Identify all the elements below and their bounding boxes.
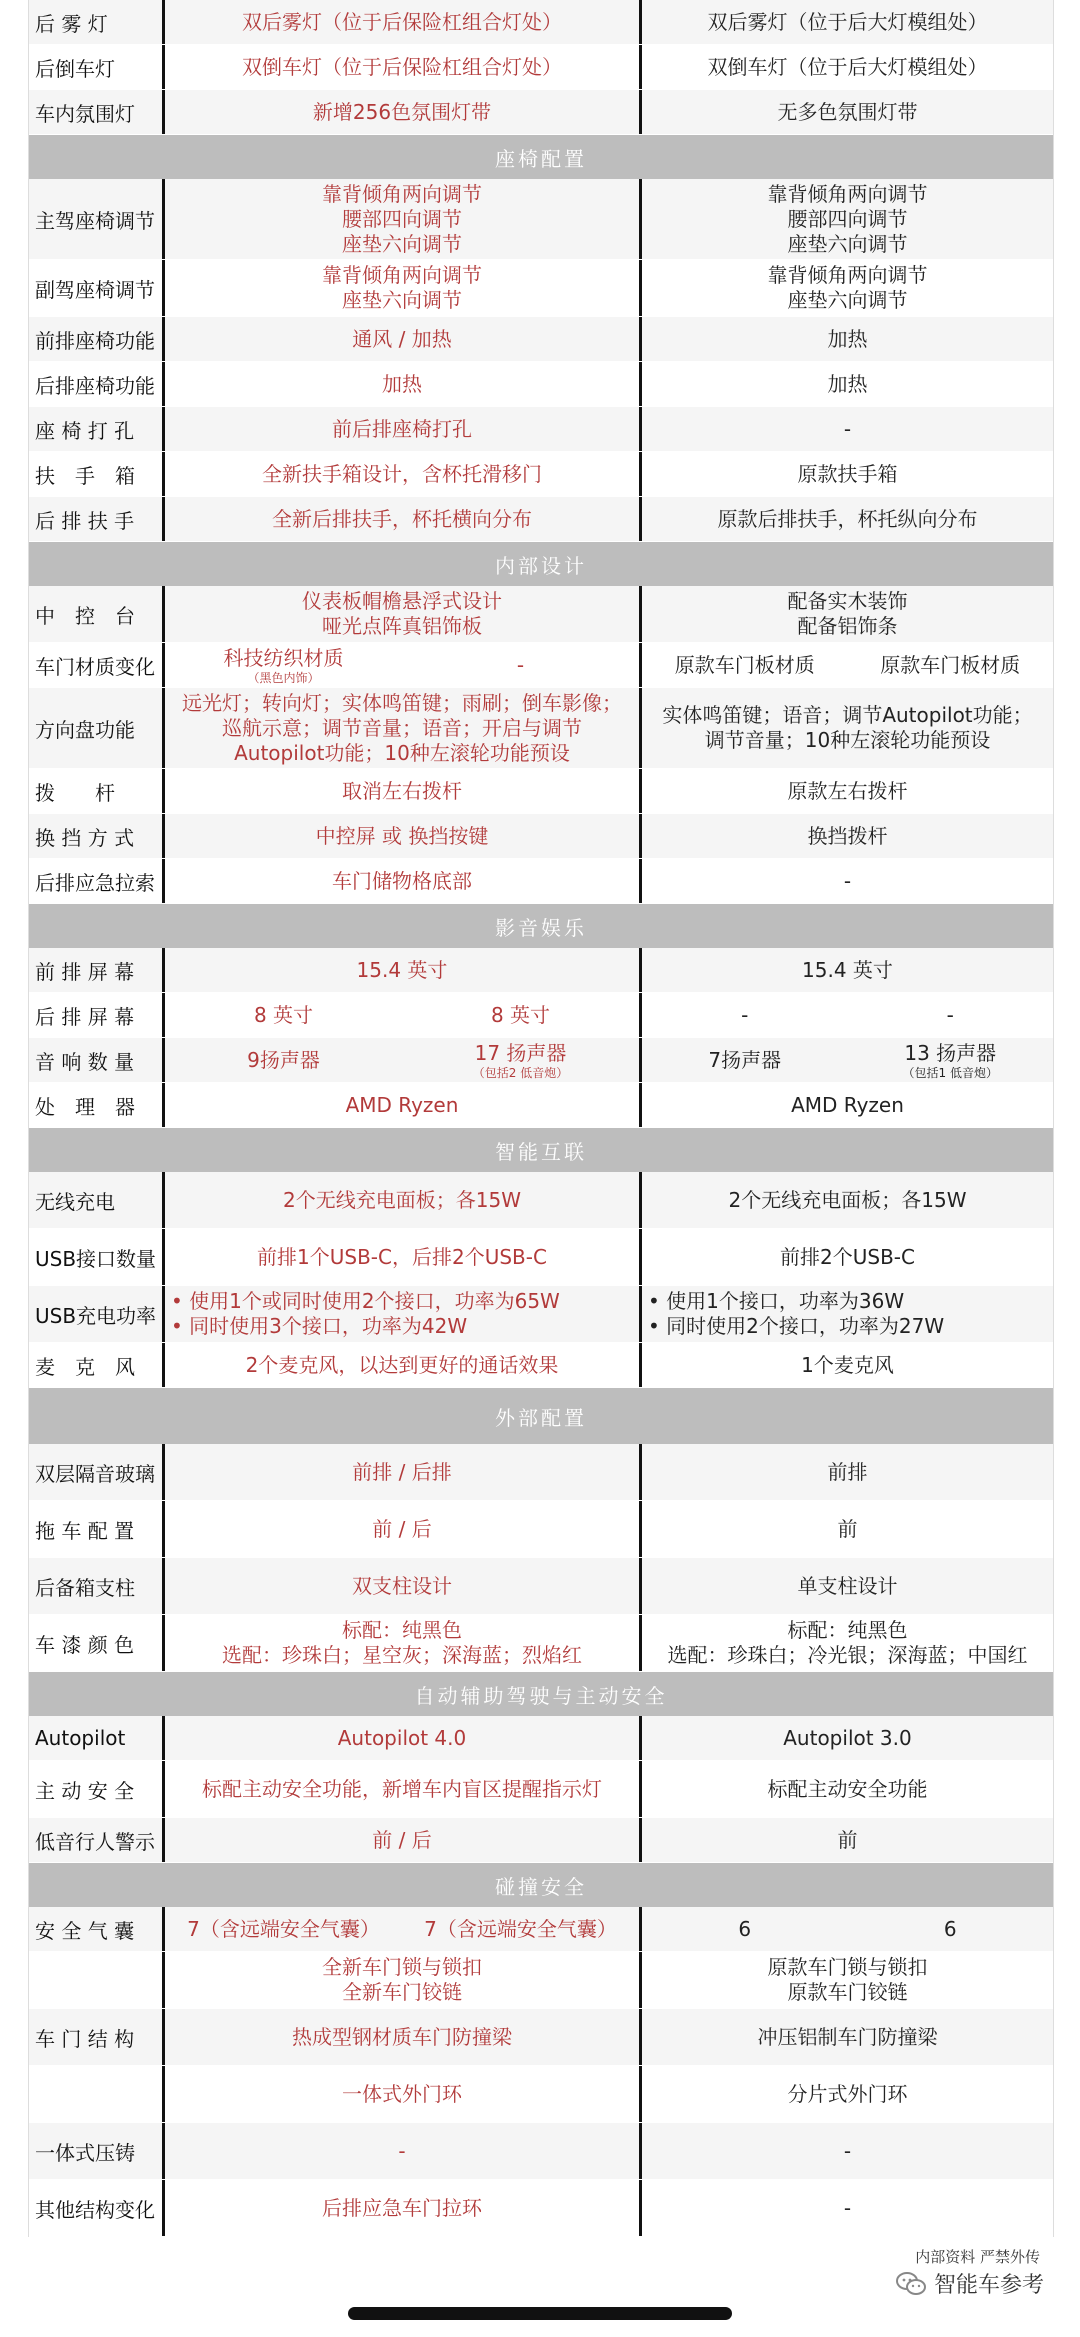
- row-label: 车内氛围灯: [29, 90, 165, 134]
- row-label: 一体式压铸: [29, 2123, 165, 2179]
- new-model-cell: 前后排座椅打孔: [165, 407, 642, 451]
- row-label: 后倒车灯: [29, 45, 165, 89]
- row-label: 主 动 安 全: [29, 1761, 165, 1817]
- split-text: 9扬声器: [247, 1047, 320, 1072]
- table-row: [29, 859, 1053, 904]
- section-header: 智能互联: [29, 1128, 1053, 1172]
- row-label: 后 雾 灯: [29, 0, 165, 44]
- table-row: [29, 2009, 1053, 2066]
- row-label: 车门材质变化: [29, 643, 165, 687]
- new-model-cell: [165, 1038, 642, 1082]
- old-model-cell: [642, 993, 1053, 1037]
- table-row: [29, 688, 1053, 769]
- bullet-item: • 使用1个接口，功率为36W: [648, 1289, 1053, 1314]
- old-model-cell: 加热: [827, 371, 868, 396]
- row-label: 拨 杆: [29, 769, 165, 813]
- row-label: 低音行人警示: [29, 1818, 165, 1862]
- split-text: 13 扬声器: [904, 1040, 997, 1065]
- old-model-cell: 靠背倾角两向调节 座垫六向调节: [767, 263, 928, 312]
- bullet-item: • 同时使用2个接口，功率为27W: [648, 1314, 1053, 1339]
- split-value: [642, 1038, 848, 1082]
- split-text: 8 英寸: [490, 1002, 551, 1027]
- section-header: 碰撞安全: [29, 1863, 1053, 1907]
- old-model-cell: 原款后排扶手，杯托纵向分布: [717, 506, 978, 531]
- table-row: [29, 1172, 1053, 1229]
- new-model-cell: 15.4 英寸: [165, 948, 642, 992]
- split-value: [848, 993, 1054, 1037]
- old-model-cell: 实体鸣笛键；语音；调节Autopilot功能； 调节音量；10种左滚轮功能预设: [662, 703, 1033, 752]
- new-model-cell: [165, 643, 642, 687]
- table-row: [29, 1907, 1053, 1952]
- table-row: [29, 1716, 1053, 1761]
- row-label: 麦 克 风: [29, 1343, 165, 1387]
- split-text: 7（含远端安全气囊）: [187, 1916, 380, 1941]
- split-value: [402, 993, 639, 1037]
- old-model-cell: AMD Ryzen: [791, 1092, 904, 1117]
- split-text: 原款车门板材质: [880, 652, 1021, 677]
- new-model-cell: 通风 / 加热: [165, 317, 642, 361]
- row-label: 前 排 屏 幕: [29, 948, 165, 992]
- new-model-cell: 双倒车灯（位于后保险杠组合灯处）: [165, 45, 642, 89]
- row-label: 前排座椅功能: [29, 317, 165, 361]
- row-label: 主驾座椅调节: [29, 179, 165, 259]
- table-row: [29, 2180, 1053, 2237]
- old-model-cell: 双后雾灯（位于后大灯模组处）: [707, 9, 988, 34]
- table-row: [29, 317, 1053, 362]
- table-row: [29, 1761, 1053, 1818]
- new-model-cell: 后排应急车门拉环: [165, 2180, 642, 2236]
- row-label: Autopilot: [29, 1716, 165, 1760]
- table-row: [29, 362, 1053, 407]
- old-model-cell: 配备实木装饰 配备铝饰条: [787, 589, 908, 638]
- table-row: [29, 1818, 1053, 1863]
- table-row: [29, 769, 1053, 814]
- split-value: [165, 1038, 402, 1082]
- split-text: 科技纺织材质: [223, 645, 344, 670]
- table-row: [29, 1615, 1053, 1672]
- table-row: [29, 2066, 1053, 2123]
- new-model-cell: AMD Ryzen: [165, 1083, 642, 1127]
- row-label: 音 响 数 量: [29, 1038, 165, 1082]
- row-label: 中 控 台: [29, 586, 165, 642]
- table-row: [29, 260, 1053, 317]
- old-model-cell: 标配主动安全功能: [767, 1776, 928, 1801]
- split-value: [848, 1907, 1054, 1951]
- section-header: 内部设计: [29, 542, 1053, 586]
- new-model-cell: 全新扶手箱设计，含杯托滑移门: [165, 452, 642, 496]
- old-model-cell: 前: [837, 1516, 858, 1541]
- bullet-item: • 使用1个或同时使用2个接口，功率为65W: [171, 1289, 639, 1314]
- home-indicator[interactable]: [348, 2307, 732, 2320]
- table-row: [29, 179, 1053, 260]
- table-row: [29, 452, 1053, 497]
- split-value: [402, 643, 639, 687]
- new-model-cell: 双支柱设计: [165, 1558, 642, 1614]
- old-model-cell: 加热: [827, 326, 868, 351]
- row-label: [29, 2066, 165, 2122]
- row-label: 双层隔音玻璃: [29, 1444, 165, 1500]
- split-text: 原款车门板材质: [674, 652, 815, 677]
- table-row: [29, 1501, 1053, 1558]
- table-row: [29, 1444, 1053, 1501]
- new-model-cell: 仪表板帽檐悬浮式设计 哑光点阵真铝饰板: [165, 586, 642, 642]
- new-model-cell: 2个无线充电面板；各15W: [165, 1172, 642, 1228]
- section-header: 座椅配置: [29, 135, 1053, 179]
- new-model-cell: 中控屏 或 换挡按键: [165, 814, 642, 858]
- old-model-cell: -: [843, 2195, 852, 2220]
- old-model-cell: 原款车门锁与锁扣 原款车门铰链: [767, 1955, 928, 2004]
- split-note: （包括1 低音炮）: [902, 1065, 998, 1080]
- split-value: [642, 1907, 848, 1951]
- section-header: 外部配置: [29, 1388, 1053, 1444]
- old-model-cell: [642, 1286, 1053, 1342]
- table-row: [29, 993, 1053, 1038]
- new-model-cell: 加热: [165, 362, 642, 406]
- old-model-cell: 无多色氛围灯带: [777, 99, 918, 124]
- row-label: 后 排 屏 幕: [29, 993, 165, 1037]
- section-header: 影音娱乐: [29, 904, 1053, 948]
- wechat-brand: [896, 2268, 1044, 2299]
- row-label: 后 排 扶 手: [29, 497, 165, 541]
- wechat-icon: [896, 2271, 926, 2297]
- new-model-cell: 靠背倾角两向调节 座垫六向调节: [165, 260, 642, 316]
- row-label: 安 全 气 囊: [29, 1907, 165, 1951]
- split-text: -: [516, 652, 525, 677]
- old-model-cell: 靠背倾角两向调节 腰部四向调节 座垫六向调节: [767, 181, 928, 256]
- table-row: [29, 0, 1053, 45]
- comparison-table: [28, 0, 1054, 2237]
- old-model-cell: 原款扶手箱: [797, 461, 898, 486]
- table-row: [29, 1952, 1053, 2009]
- new-model-cell: 标配主动安全功能，新增车内盲区提醒指示灯: [165, 1761, 642, 1817]
- new-model-cell: 标配：纯黑色 选配：珍珠白；星空灰；深海蓝；烈焰红: [165, 1615, 642, 1671]
- split-text: 7（含远端安全气囊）: [424, 1916, 617, 1941]
- table-row: [29, 407, 1053, 452]
- old-model-cell: 分片式外门环: [787, 2081, 908, 2106]
- table-row: [29, 948, 1053, 993]
- new-model-cell: 前 / 后: [165, 1818, 642, 1862]
- new-model-cell: 前排 / 后排: [165, 1444, 642, 1500]
- table-row: [29, 814, 1053, 859]
- old-model-cell: 原款左右拨杆: [787, 778, 908, 803]
- new-model-cell: 全新车门锁与锁扣 全新车门铰链: [165, 1952, 642, 2008]
- bullet-item: • 同时使用3个接口，功率为42W: [171, 1314, 639, 1339]
- new-model-cell: 取消左右拨杆: [165, 769, 642, 813]
- row-label: 后排座椅功能: [29, 362, 165, 406]
- new-model-cell: 热成型钢材质车门防撞梁: [165, 2009, 642, 2065]
- old-model-cell: [642, 1038, 1053, 1082]
- table-row: [29, 1558, 1053, 1615]
- table-row: [29, 1038, 1053, 1083]
- row-label: 后排应急拉索: [29, 859, 165, 903]
- split-text: 6: [738, 1916, 752, 1941]
- split-value: [642, 643, 848, 687]
- row-label: 后备箱支柱: [29, 1558, 165, 1614]
- split-value: [642, 993, 848, 1037]
- row-label: [29, 1952, 165, 2008]
- split-text: -: [741, 1002, 749, 1027]
- row-label: USB接口数量: [29, 1229, 165, 1285]
- row-label: USB充电功率: [29, 1286, 165, 1342]
- new-model-cell: 全新后排扶手，杯托横向分布: [165, 497, 642, 541]
- new-model-cell: [165, 993, 642, 1037]
- table-row: [29, 2123, 1053, 2180]
- row-label: 座 椅 打 孔: [29, 407, 165, 451]
- new-model-cell: 前排1个USB-C，后排2个USB-C: [165, 1229, 642, 1285]
- old-model-cell: 冲压铝制车门防撞梁: [757, 2024, 938, 2049]
- old-model-cell: 标配：纯黑色 选配：珍珠白；冷光银；深海蓝；中国红: [667, 1618, 1028, 1667]
- new-model-cell: 双后雾灯（位于后保险杠组合灯处）: [165, 0, 642, 44]
- split-text: 6: [943, 1916, 957, 1941]
- old-model-cell: -: [843, 416, 852, 441]
- new-model-cell: 靠背倾角两向调节 腰部四向调节 座垫六向调节: [165, 179, 642, 259]
- new-model-cell: 前 / 后: [165, 1501, 642, 1557]
- new-model-cell: -: [165, 2123, 642, 2179]
- split-text: 17 扬声器: [474, 1040, 567, 1065]
- new-model-cell: 远光灯；转向灯；实体鸣笛键；雨刷；倒车影像； 巡航示意；调节音量；语音；开启与调节 Autopilot功能；10种左滚轮功能预设: [165, 688, 642, 768]
- table-row: [29, 1343, 1053, 1388]
- split-value: [402, 1038, 639, 1082]
- new-model-cell: Autopilot 4.0: [165, 1716, 642, 1760]
- old-model-cell: 前排: [827, 1459, 868, 1484]
- old-model-cell: 单支柱设计: [797, 1573, 898, 1598]
- old-model-cell: 前排2个USB-C: [780, 1244, 915, 1269]
- row-label: 车 漆 颜 色: [29, 1615, 165, 1671]
- row-label: 无线充电: [29, 1172, 165, 1228]
- old-model-cell: 换挡拨杆: [807, 823, 888, 848]
- split-value: [165, 1907, 402, 1951]
- table-row: [29, 1229, 1053, 1286]
- new-model-cell: [165, 1907, 642, 1951]
- row-label: 扶 手 箱: [29, 452, 165, 496]
- split-value: [848, 1038, 1054, 1082]
- row-label: 车 门 结 构: [29, 2009, 165, 2065]
- table-row: [29, 90, 1053, 135]
- old-model-cell: -: [843, 2138, 852, 2163]
- old-model-cell: 15.4 英寸: [802, 957, 893, 982]
- new-model-cell: 2个麦克风，以达到更好的通话效果: [165, 1343, 642, 1387]
- split-value: [165, 993, 402, 1037]
- section-header: 自动辅助驾驶与主动安全: [29, 1672, 1053, 1716]
- old-model-cell: Autopilot 3.0: [783, 1725, 912, 1750]
- split-note: （包括2 低音炮）: [472, 1065, 569, 1080]
- split-text: 8 英寸: [253, 1002, 314, 1027]
- row-label: 拖 车 配 置: [29, 1501, 165, 1557]
- old-model-cell: [642, 1907, 1053, 1951]
- old-model-cell: -: [843, 868, 852, 893]
- table-row: [29, 45, 1053, 90]
- row-label: 副驾座椅调节: [29, 260, 165, 316]
- row-label: 方向盘功能: [29, 688, 165, 768]
- old-model-cell: 1个麦克风: [801, 1352, 894, 1377]
- table-row: [29, 586, 1053, 643]
- split-value: [165, 643, 402, 687]
- new-model-cell: [165, 1286, 642, 1342]
- table-row: [29, 1083, 1053, 1128]
- footer-note: 内部资料 严禁外传: [915, 2248, 1040, 2266]
- table-row: [29, 497, 1053, 542]
- old-model-cell: 前: [837, 1827, 858, 1852]
- table-row: [29, 1286, 1053, 1343]
- old-model-cell: [642, 643, 1053, 687]
- new-model-cell: 一体式外门环: [165, 2066, 642, 2122]
- old-model-cell: 双倒车灯（位于后大灯模组处）: [707, 54, 988, 79]
- brand-name: 智能车参考: [933, 2273, 1044, 2298]
- old-model-cell: 2个无线充电面板；各15W: [728, 1187, 967, 1212]
- split-value: [402, 1907, 639, 1951]
- split-text: -: [946, 1002, 954, 1027]
- split-note: （黑色内饰）: [247, 670, 320, 685]
- split-value: [848, 643, 1054, 687]
- new-model-cell: 车门储物格底部: [165, 859, 642, 903]
- split-text: 7扬声器: [708, 1047, 782, 1072]
- row-label: 处 理 器: [29, 1083, 165, 1127]
- row-label: 换 挡 方 式: [29, 814, 165, 858]
- row-label: 其他结构变化: [29, 2180, 165, 2236]
- table-row: [29, 643, 1053, 688]
- new-model-cell: 新增256色氛围灯带: [165, 90, 642, 134]
